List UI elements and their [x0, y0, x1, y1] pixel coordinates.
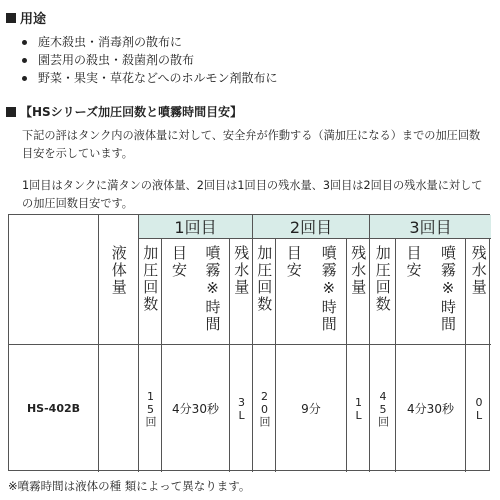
square-bullet-icon — [6, 107, 16, 117]
bullet-icon — [22, 76, 27, 81]
list-item: 野菜・果実・草花などへのホルモン剤散布に — [22, 69, 278, 87]
description-paragraph: 1回目はタンクに満タンの液体量、2回目は1回目の残水量、3回目は2回目の残水量に対しての加圧回数目安です。 — [22, 179, 483, 210]
time-cell: 4分30秒 — [395, 345, 465, 472]
remaining-cell: 0L — [465, 345, 491, 472]
pressure-table — [8, 214, 490, 471]
spray-time-header: 目安 噴霧※時間 — [161, 239, 229, 345]
section-hs-title: 【HSシリーズ加圧回数と噴霧時間目安】 — [20, 105, 243, 119]
group-header-1: 1回目 — [138, 215, 252, 239]
pressure-count-header: 加圧回数 — [369, 239, 395, 345]
remaining-header: 残水量 — [346, 239, 369, 345]
model-header-cell — [9, 215, 98, 345]
liquid-header-cell — [98, 239, 138, 345]
footnote: ※噴霧時間は液体の種 類によって異なります。 — [8, 479, 251, 493]
count-cell: 20回 — [252, 345, 275, 472]
remaining-header: 残水量 — [229, 239, 252, 345]
section-usage-heading — [6, 8, 46, 27]
model-name: HS-402B — [26, 402, 81, 415]
table-row-model — [9, 345, 98, 472]
liquid-header: 液体量 — [109, 245, 128, 296]
square-bullet-icon — [6, 13, 16, 23]
usage-list — [22, 33, 278, 87]
bullet-icon — [22, 40, 27, 45]
spray-time-header: 目安 噴霧※時間 — [395, 239, 465, 345]
remaining-cell: 3L — [229, 345, 252, 472]
liquid-value-cell — [98, 345, 138, 472]
description-paragraph: 下記の評はタンク内の液体量に対して、安全弁が作動する（満加圧になる）までの加圧回数目安を示しています。 — [22, 129, 481, 160]
time-cell: 4分30秒 — [161, 345, 229, 472]
list-item: 庭木殺虫・消毒剤の散布に — [22, 33, 278, 51]
remaining-cell: 1L — [346, 345, 369, 472]
list-item: 園芸用の殺虫・殺菌剤の散布 — [22, 51, 278, 69]
count-cell: 45回 — [369, 345, 395, 472]
pressure-count-header: 加圧回数 — [252, 239, 275, 345]
section-hs-heading — [6, 103, 242, 120]
count-cell: 15回 — [138, 345, 161, 472]
group-header-2: 2回目 — [252, 215, 369, 239]
pressure-count-header: 加圧回数 — [138, 239, 161, 345]
remaining-header: 残水量 — [465, 239, 491, 345]
spray-time-header: 目安 噴霧※時間 — [275, 239, 346, 345]
group-header-3: 3回目 — [369, 215, 491, 239]
section-usage-title: 用途 — [20, 12, 47, 27]
bullet-icon — [22, 58, 27, 63]
time-cell: 9分 — [275, 345, 346, 472]
